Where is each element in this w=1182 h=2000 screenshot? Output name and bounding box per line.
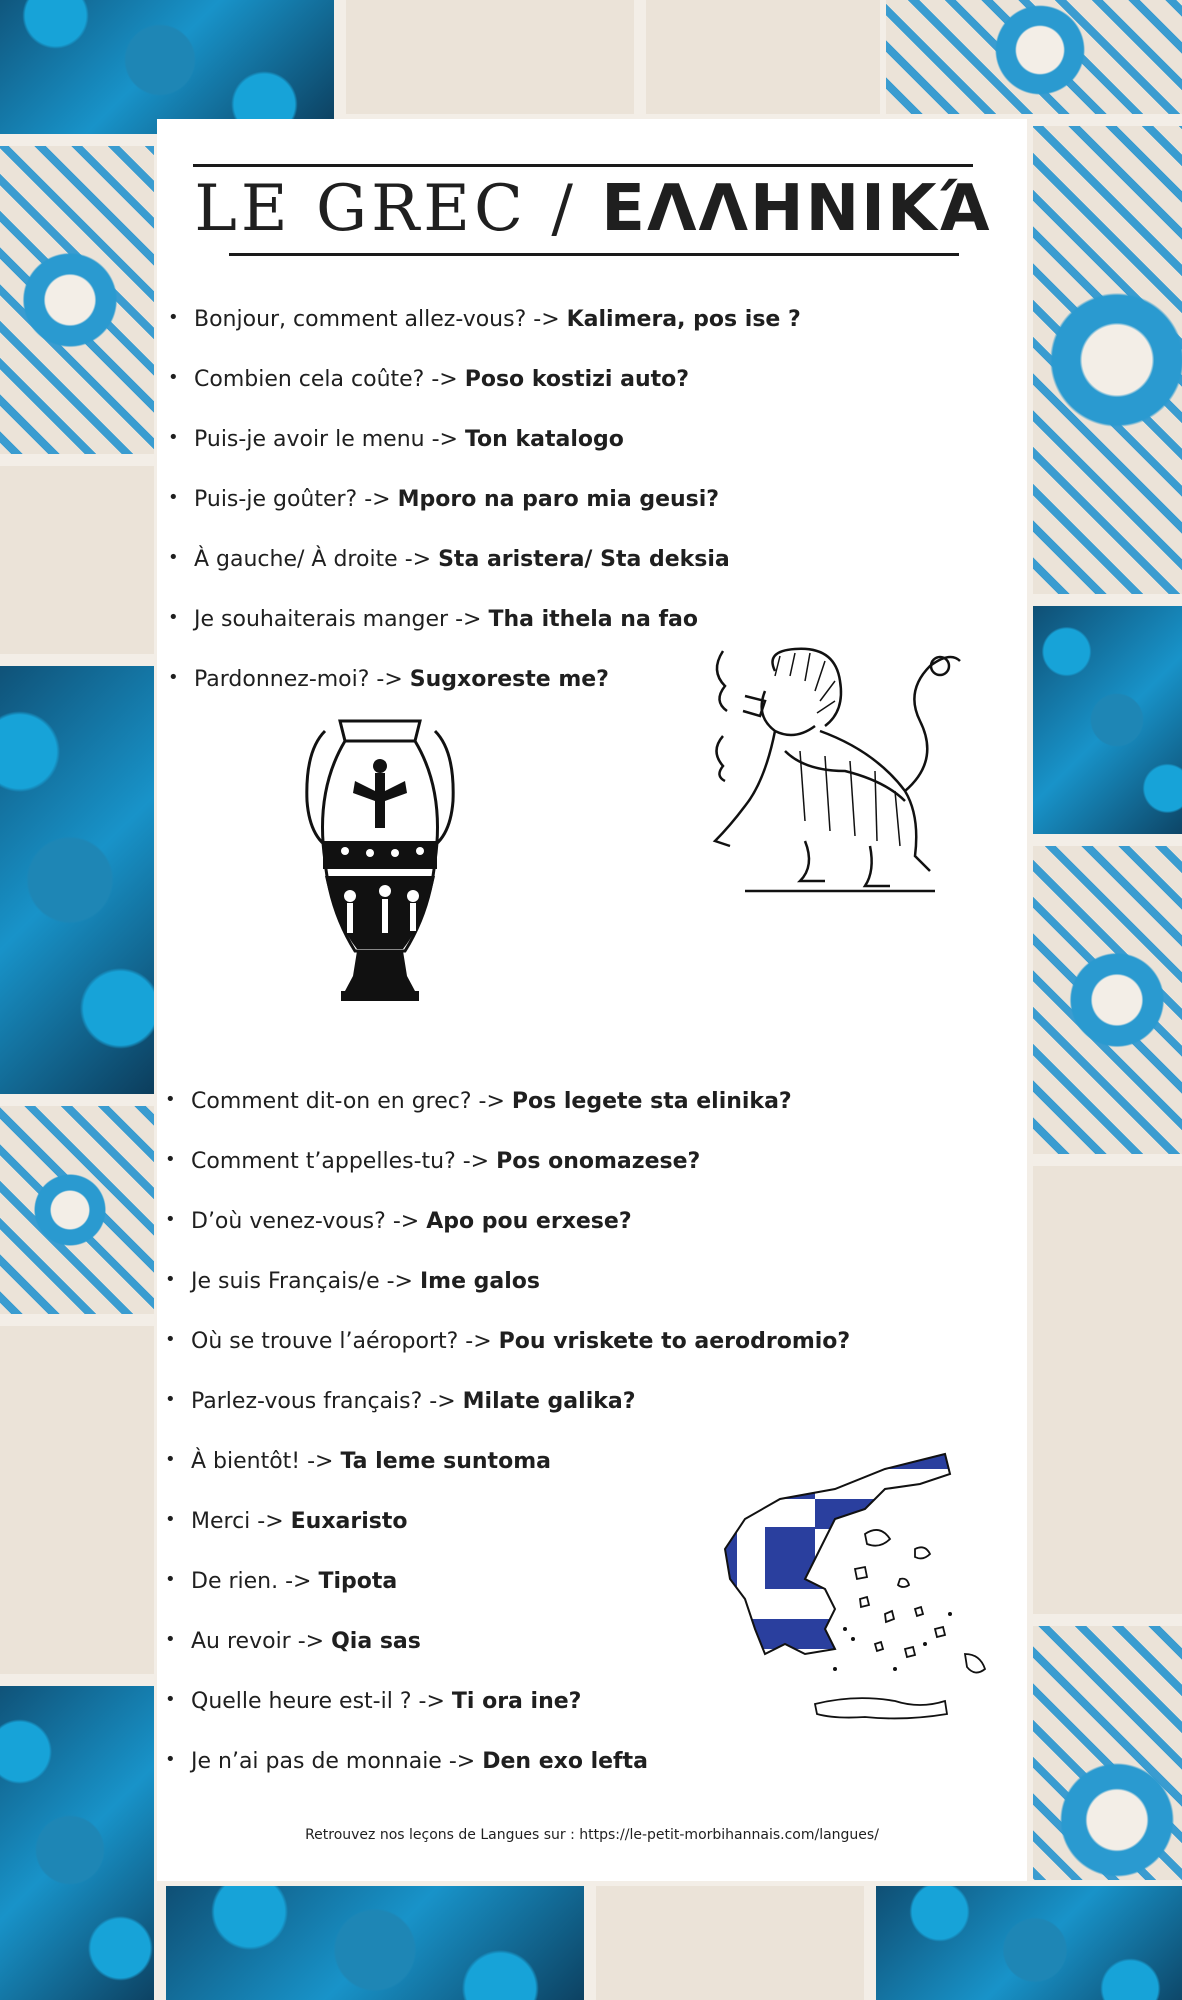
greek-phrase: Milate galika? <box>462 1389 636 1414</box>
greece-map-flag-icon <box>685 1439 1005 1739</box>
list-item: • Parlez-vous français? -> Milate galika? <box>165 1389 636 1414</box>
list-item: • Je suis Français/e -> Ime galos <box>165 1269 541 1294</box>
list-item: • Pardonnez-moi? -> Sugxoreste me? <box>168 667 609 692</box>
french-phrase: Puis-je goûter? -> <box>194 487 398 512</box>
french-phrase: Parlez-vous français? -> <box>191 1389 463 1414</box>
title-greek: ΕΛΛΗΝΙΚΆ <box>601 172 992 246</box>
greek-phrase: Pos legete sta elinika? <box>511 1089 792 1114</box>
french-phrase: Où se trouve l’aéroport? -> <box>191 1329 499 1354</box>
french-phrase: Je suis Français/e -> <box>191 1269 420 1294</box>
title-rule-bottom <box>229 253 959 256</box>
greek-phrase: Euxaristo <box>290 1509 408 1534</box>
french-phrase: Au revoir -> <box>191 1629 332 1654</box>
list-item: • Comment dit-on en grec? -> Pos legete sta elinika? <box>165 1089 792 1114</box>
greek-phrase: Sugxoreste me? <box>409 667 609 692</box>
french-phrase: Puis-je avoir le menu -> <box>194 427 465 452</box>
french-phrase: D’où venez-vous? -> <box>191 1209 427 1234</box>
french-phrase: Pardonnez-moi? -> <box>194 667 410 692</box>
french-phrase: À bientôt! -> <box>191 1449 341 1474</box>
french-phrase: Bonjour, comment allez-vous? -> <box>194 307 567 332</box>
chimera-lion-icon <box>705 641 965 899</box>
list-item: • Puis-je avoir le menu -> Ton katalogo <box>168 427 624 452</box>
list-item: • Merci -> Euxaristo <box>165 1509 408 1534</box>
french-phrase: De rien. -> <box>191 1569 319 1594</box>
list-item: • Quelle heure est-il ? -> Ti ora ine? <box>165 1689 582 1714</box>
greek-phrase: Mporo na paro mia geusi? <box>397 487 720 512</box>
greek-phrase: Apo pou erxese? <box>426 1209 632 1234</box>
greek-phrase: Den exo lefta <box>482 1749 648 1774</box>
page-title <box>193 172 993 246</box>
greek-phrase: Kalimera, pos ise ? <box>566 307 801 332</box>
list-item: • D’où venez-vous? -> Apo pou erxese? <box>165 1209 632 1234</box>
footer-credit: Retrouvez nos leçons de Langues sur : https://le-petit-morbihannais.com/langues/ <box>305 1827 879 1843</box>
title-latin: LE GREC / <box>194 172 577 246</box>
greek-amphora-icon <box>295 711 465 1011</box>
phrasebook-card <box>157 119 1027 1881</box>
list-item: • Je n’ai pas de monnaie -> Den exo lefta <box>165 1749 648 1774</box>
list-item: • Combien cela coûte? -> Poso kostizi auto? <box>168 367 690 392</box>
title-rule-top <box>193 164 973 167</box>
french-phrase: Comment t’appelles-tu? -> <box>191 1149 497 1174</box>
list-item: • Comment t’appelles-tu? -> Pos onomazese? <box>165 1149 701 1174</box>
french-phrase: Je souhaiterais manger -> <box>194 607 489 632</box>
list-item: • Bonjour, comment allez-vous? -> Kalimera, pos ise ? <box>168 307 801 332</box>
greek-phrase: Ti ora ine? <box>451 1689 582 1714</box>
list-item: • À gauche/ À droite -> Sta aristera/ Sta deksia <box>168 547 730 572</box>
title-block <box>193 164 993 258</box>
french-phrase: Merci -> <box>191 1509 291 1534</box>
french-phrase: Quelle heure est-il ? -> <box>191 1689 452 1714</box>
greek-phrase: Pou vriskete to aerodromio? <box>498 1329 851 1354</box>
french-phrase: À gauche/ À droite -> <box>194 547 439 572</box>
list-item: • Puis-je goûter? -> Mporo na paro mia geusi? <box>168 487 720 512</box>
list-item: • Je souhaiterais manger -> Tha ithela na fao <box>168 607 698 632</box>
greek-phrase: Sta aristera/ Sta deksia <box>438 547 730 572</box>
greek-phrase: Poso kostizi auto? <box>464 367 690 392</box>
greek-phrase: Ta leme suntoma <box>340 1449 551 1474</box>
french-phrase: Combien cela coûte? -> <box>194 367 465 392</box>
list-item: • Où se trouve l’aéroport? -> Pou vriskete to aerodromio? <box>165 1329 851 1354</box>
french-phrase: Comment dit-on en grec? -> <box>191 1089 512 1114</box>
greek-phrase: Qia sas <box>331 1629 421 1654</box>
greek-phrase: Pos onomazese? <box>496 1149 701 1174</box>
greek-phrase: Tha ithela na fao <box>488 607 698 632</box>
list-item: • À bientôt! -> Ta leme suntoma <box>165 1449 551 1474</box>
greek-phrase: Ime galos <box>419 1269 541 1294</box>
french-phrase: Je n’ai pas de monnaie -> <box>191 1749 483 1774</box>
list-item: • De rien. -> Tipota <box>165 1569 398 1594</box>
greek-phrase: Tipota <box>318 1569 398 1594</box>
list-item: • Au revoir -> Qia sas <box>165 1629 421 1654</box>
greek-phrase: Ton katalogo <box>464 427 624 452</box>
